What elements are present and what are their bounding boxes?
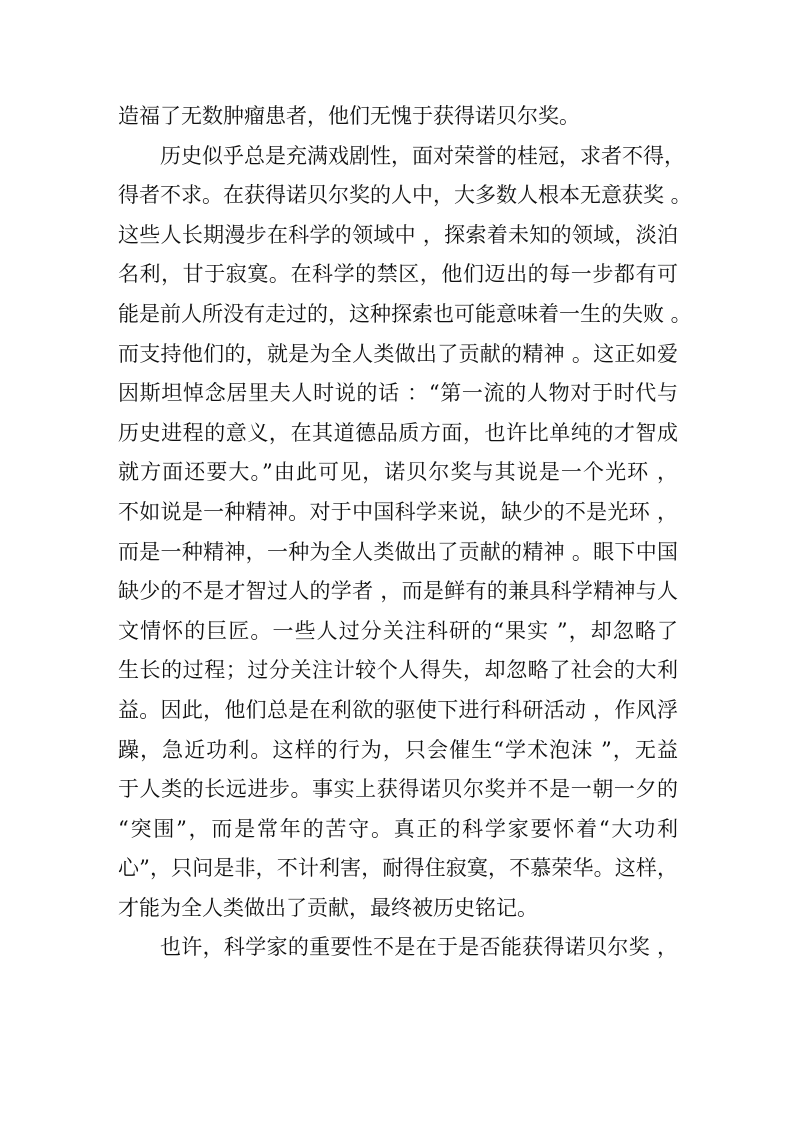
text-line-3: 得者不求。在获得诺贝尔奖的人中，大多数人根本无意获奖 。 xyxy=(118,183,692,208)
text-line-1: 造福了无数肿瘤患者，他们无愧于获得诺贝尔奖。 xyxy=(118,104,580,128)
text-line-20: 心”，只问是非，不计利害，耐得住寂寞，不慕荣华。这样， xyxy=(118,856,678,881)
text-line-9: 历史进程的意义，在其道德品质方面，也许比单纯的才智成 xyxy=(118,420,678,445)
text-line-12: 而是一种精神，一种为全人类做出了贡献的精神 。眼下中国 xyxy=(118,539,678,564)
text-line-6: 能是前人所没有走过的，这种探索也可能意味着一生的失败 。 xyxy=(118,301,692,326)
text-line-11: 不如说是一种精神。对于中国科学来说，缺少的不是光环 ， xyxy=(118,499,678,524)
text-line-8: 因斯坦悼念居里夫人时说的话 ：“第一流的人物对于时代与 xyxy=(118,381,678,406)
text-line-17: 躁，急近功利。这样的行为，只会催生“学术泡沫 ”，无益 xyxy=(118,737,678,762)
text-line-2: 历史似乎总是充满戏剧性，面对荣誉的桂冠，求者不得， xyxy=(160,143,685,168)
text-line-10: 就方面还要大。”由此可见，诺贝尔奖与其说是一个光环 ， xyxy=(118,460,678,485)
text-line-14: 文情怀的巨匠。一些人过分关注科研的“果实 ”，却忽略了 xyxy=(118,618,678,643)
text-line-15: 生长的过程；过分关注计较个人得失，却忽略了社会的大利 xyxy=(118,658,678,683)
text-line-18: 于人类的长远进步。事实上获得诺贝尔奖并不是一朝一夕的 xyxy=(118,777,678,802)
text-line-7: 而支持他们的，就是为全人类做出了贡献的精神 。这正如爱 xyxy=(118,341,678,366)
text-line-13: 缺少的不是才智过人的学者 ，而是鲜有的兼具科学精神与人 xyxy=(118,579,678,604)
text-line-5: 名利，甘于寂寞。在科学的禁区，他们迈出的每一步都有可 xyxy=(118,262,678,287)
text-line-16: 益。因此，他们总是在利欲的驱使下进行科研活动 ，作风浮 xyxy=(118,697,678,722)
text-line-4: 这些人长期漫步在科学的领域中 ，探索着未知的领域，淡泊 xyxy=(118,222,678,247)
text-line-21: 才能为全人类做出了贡献，最终被历史铭记。 xyxy=(118,895,538,920)
text-line-19: “突围”，而是常年的苦守。真正的科学家要怀着“大功利 xyxy=(118,816,678,841)
body-text xyxy=(118,97,692,968)
text-line-22: 也许，科学家的重要性不是在于是否能获得诺贝尔奖 ， xyxy=(160,935,678,960)
